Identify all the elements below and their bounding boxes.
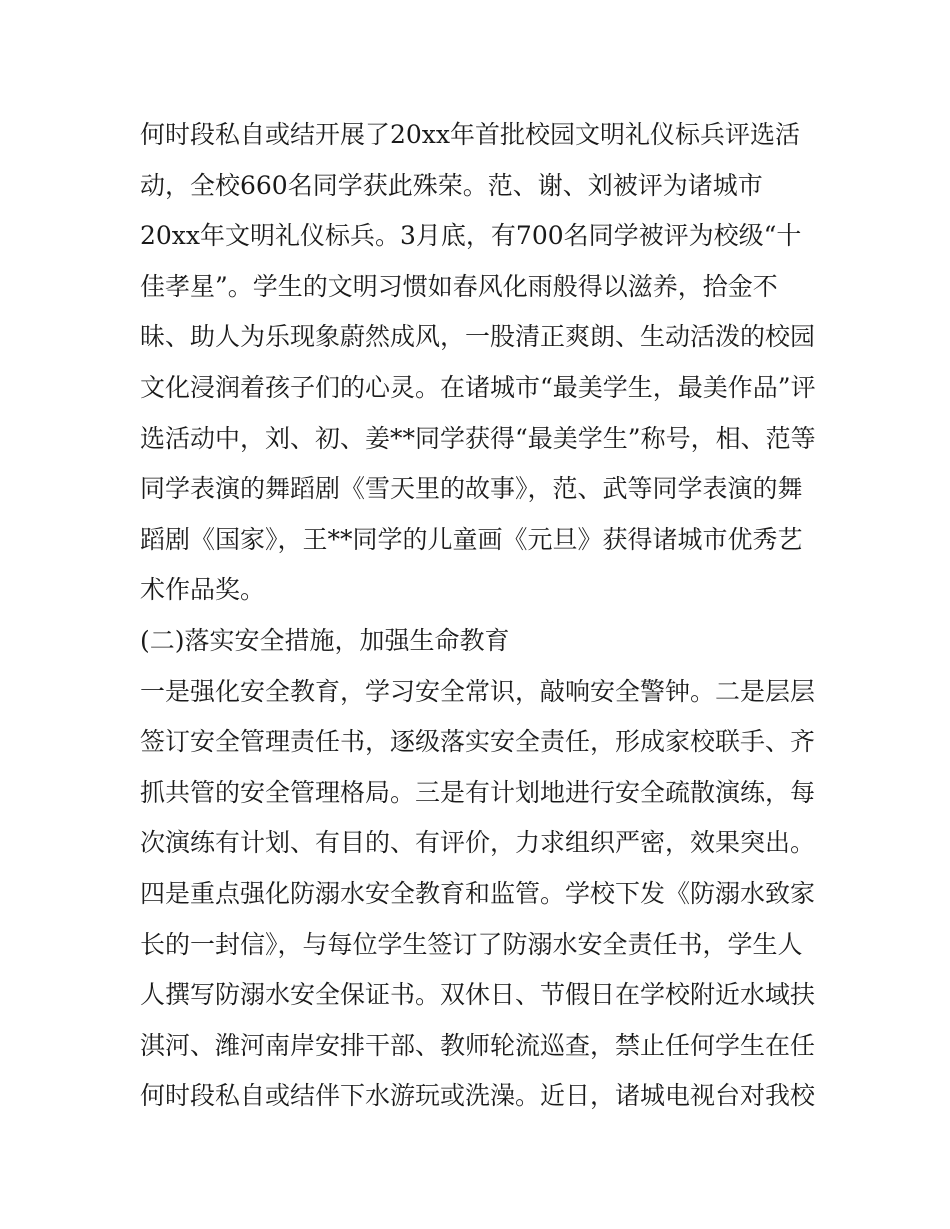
- text-line: 20xx年文明礼仪标兵。3月底，有700名同学被评为校级“十: [140, 221, 802, 251]
- text-line: 淇河、潍河南岸安排干部、教师轮流巡查，禁止任何学生在任: [140, 1030, 816, 1060]
- section-heading: (二)落实安全措施，加强生命教育: [140, 625, 510, 655]
- text-line: 签订安全管理责任书，逐级落实安全责任，形成家校联手、齐: [140, 727, 816, 757]
- text-line: 同学表演的舞蹈剧《雪天里的故事》，范、武等同学表演的舞: [140, 474, 803, 504]
- text-line: 蹈剧《国家》，王**同学的儿童画《元旦》获得诸城市优秀艺: [140, 524, 803, 554]
- text-line: 长的一封信》，与每位学生签订了防溺水安全责任书，学生人: [140, 929, 803, 959]
- text-line: 一是强化安全教育，学习安全常识，敲响安全警钟。二是层层: [140, 676, 816, 706]
- text-line: 文化浸润着孩子们的心灵。在诸城市“最美学生，最美作品”评: [140, 372, 816, 402]
- text-line: 人撰写防溺水安全保证书。双休日、节假日在学校附近水域扶: [140, 980, 816, 1010]
- text-line: 抓共管的安全管理格局。三是有计划地进行安全疏散演练，每: [140, 777, 816, 807]
- text-line: 何时段私自或结开展了20xx年首批校园文明礼仪标兵评选活: [140, 120, 801, 149]
- document-body: [140, 110, 820, 1122]
- text-line: 佳孝星”。学生的文明习惯如春风化雨般得以滋养，拾金不: [140, 271, 778, 301]
- text-line: 何时段私自或结伴下水游玩或洗澡。近日，诸城电视台对我校: [140, 1081, 816, 1111]
- text-line: 四是重点强化防溺水安全教育和监管。学校下发《防溺水致家: [140, 878, 816, 908]
- text-line: 选活动中，刘、初、姜**同学获得“最美学生”称号，相、范等: [140, 423, 816, 453]
- text-line: 昧、助人为乐现象蔚然成风，一股清正爽朗、生动活泼的校园: [140, 322, 816, 352]
- text-line: 动，全校660名同学获此殊荣。范、谢、刘被评为诸城市: [140, 170, 763, 200]
- text-line: 术作品奖。: [140, 575, 266, 605]
- text-line: 次演练有计划、有目的、有评价，力求组织严密，效果突出。: [140, 828, 816, 858]
